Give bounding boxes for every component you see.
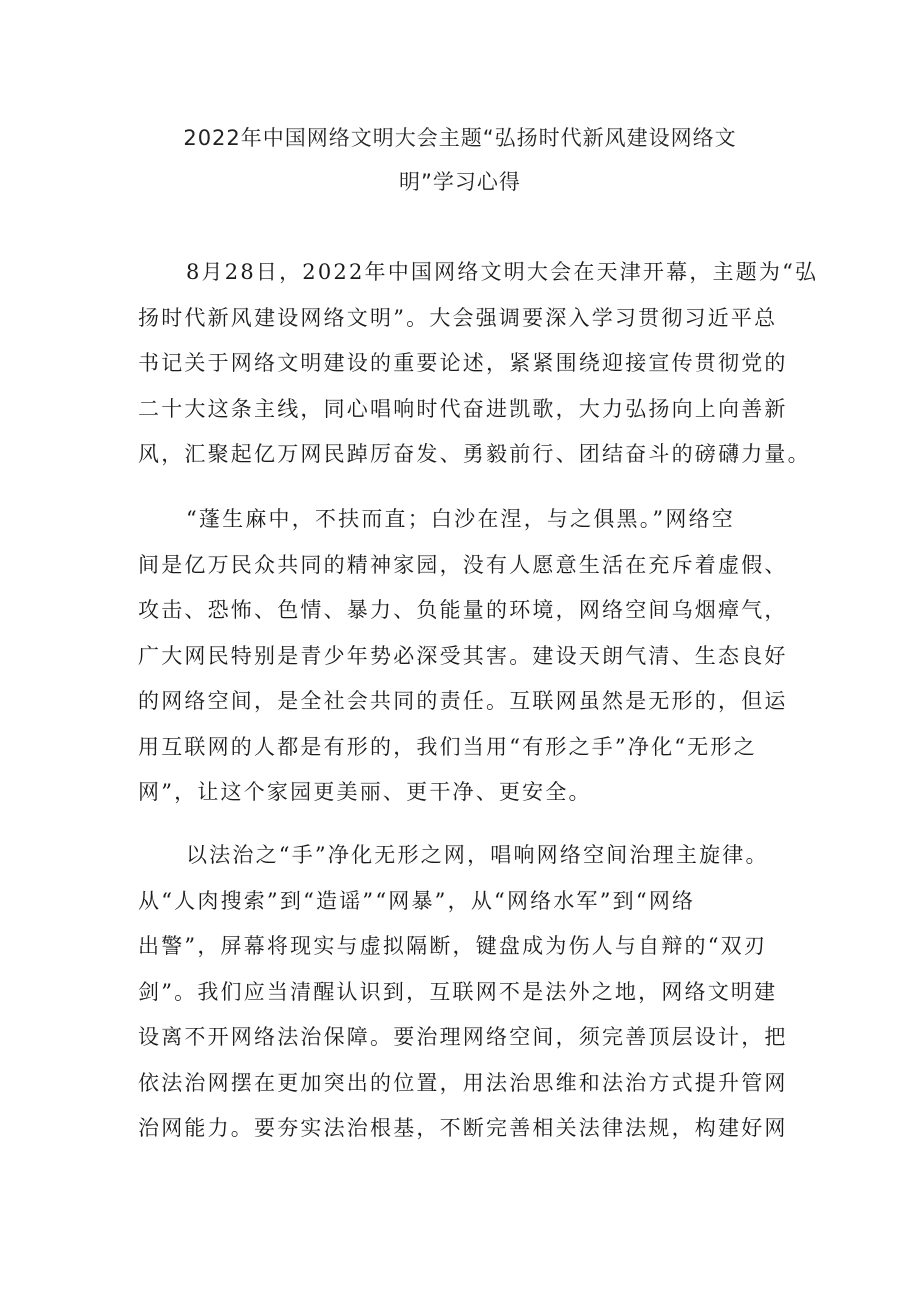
paragraph-line: 以法治之“手”净化无形之网，唱响网络空间治理主旋律。: [186, 843, 769, 867]
document-title-line-1: 2022年中国网络文明大会主题“弘扬时代新风建设网络文: [183, 126, 737, 150]
paragraph-1: [138, 250, 819, 478]
paragraph-line: 8月28日，2022年中国网络文明大会在天津开幕，主题为“弘: [186, 260, 819, 284]
paragraph-line: 扬时代新风建设网络文明”。大会强调要深入学习贯彻习近平总: [138, 305, 778, 330]
paragraph-line: 的网络空间，是全社会共同的责任。互联网虽然是无形的，但运: [138, 689, 788, 713]
paragraph-2: [138, 497, 788, 816]
paragraph-line: 依法治网摆在更加突出的位置，用法治思维和法治方式提升管网: [138, 1070, 788, 1095]
paragraph-line: 从“人肉搜索”到“造谣”“网暴”，从“网络水军”到“网络: [138, 888, 696, 913]
paragraph-line: 间是亿万民众共同的精神家园，没有人愿意生活在充斥着虚假、: [138, 552, 788, 577]
paragraph-line: 二十大这条主线，同心唱响时代奋进凯歌，大力弘扬向上向善新: [138, 396, 788, 421]
paragraph-line: 风，汇聚起亿万网民踔厉奋发、勇毅前行、团结奋斗的磅礴力量。: [138, 442, 811, 466]
paragraph-line: “蓬生麻中，不扶而直；白沙在涅，与之俱黑。”网络空: [186, 507, 735, 531]
paragraph-line: 出警”，屏幕将现实与虚拟隔断，键盘成为伤人与自辩的“双刃: [138, 934, 768, 958]
paragraph-line: 治网能力。要夯实法治根基，不断完善相关法律法规，构建好网: [138, 1116, 788, 1140]
document-title-line-2: 明”学习心得: [399, 170, 521, 194]
paragraph-line: 剑”。我们应当清醒认识到，互联网不是法外之地，网络文明建: [138, 979, 778, 1004]
paragraph-line: 攻击、恐怖、色情、暴力、负能量的环境，网络空间乌烟瘴气，: [138, 598, 788, 622]
paragraph-3: [138, 833, 788, 1152]
paragraph-line: 用互联网的人都是有形的，我们当用“有形之手”净化“无形之: [138, 734, 757, 759]
paragraph-line: 设离不开网络法治保障。要治理网络空间，须完善顶层设计，把: [138, 1025, 788, 1049]
paragraph-line: 广大网民特别是青少年势必深受其害。建设天朗气清、生态良好: [138, 643, 788, 668]
paragraph-line: 网”，让这个家园更美丽、更干净、更安全。: [138, 780, 592, 804]
paragraph-line: 书记关于网络文明建设的重要论述，紧紧围绕迎接宣传贯彻党的: [138, 351, 788, 375]
